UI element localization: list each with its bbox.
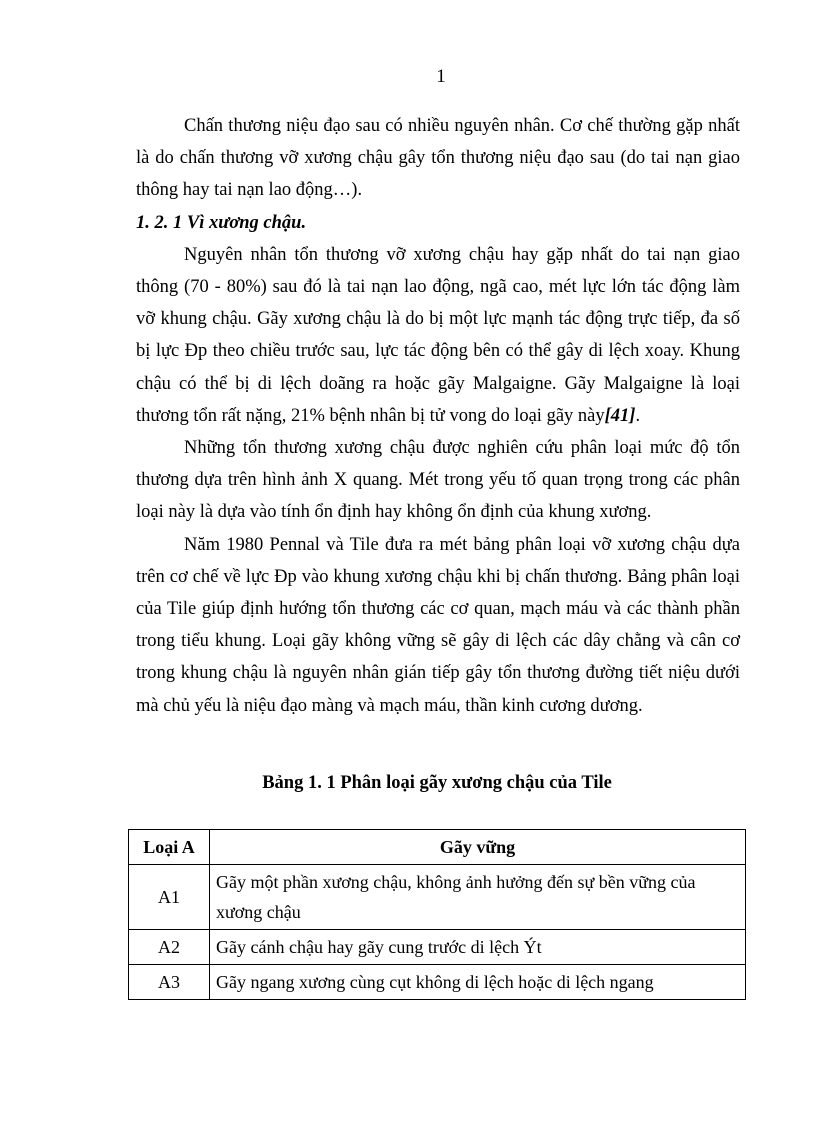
table-cell-code: A3 [129, 965, 210, 1000]
table-cell-code: A2 [129, 930, 210, 965]
table-header-description: Gãy vững [210, 830, 746, 865]
table-cell-description: Gãy ngang xương cùng cụt không di lệch hoặc di lệch ngang [210, 965, 746, 1000]
paragraph-causes-text: Nguyên nhân tổn thương vỡ xương chậu hay gặp nhất do tai nạn giao thông (70 - 80%) sau đó là tai nạn lao động, ngã cao, mét lực lớn tác động làm vỡ khung chậu. Gãy xương chậu là do bị một lực mạnh tác động trực tiếp, đa số bị lực Đp theo chiều trước sau, lực tác động bên có thể gây di lệch xoay. Khung chậu có thể bị di lệch doãng ra hoặc gãy Malgaigne. Gãy Malgaigne là loại thương tổn rất nặng, 21% bệnh nhân bị tử vong do loại gãy này [136, 244, 740, 426]
table-caption: Bảng 1. 1 Phân loại gãy xương chậu của Tile [262, 773, 612, 793]
table-header-row [129, 830, 746, 865]
table-cell-code: A1 [129, 865, 210, 930]
section-heading: 1. 2. 1 Vì xương chậu. [136, 212, 307, 233]
paragraph-causes [136, 239, 740, 432]
paragraph-intro: Chấn thương niệu đạo sau có nhiều nguyên nhân. Cơ chế thường gặp nhất là do chấn thương vỡ xương chậu gây tổn thương niệu đạo sau (do tai nạn giao thông hay tai nạn lao động…). [136, 116, 740, 201]
paragraph-classification: Những tổn thương xương chậu được nghiên cứu phân loại mức độ tổn thương dựa trên hình ảnh X quang. Mét trong yếu tố quan trọng trong các phân loại này là dựa vào tính ổn định hay không ổn định của khung xương. [136, 438, 740, 523]
body-text [136, 110, 740, 722]
table-row [129, 965, 746, 1000]
page-number: 1 [436, 66, 446, 87]
table-row [129, 865, 746, 930]
citation-trailing-period: . [635, 405, 641, 426]
table-row [129, 930, 746, 965]
citation-reference: [41] [604, 405, 636, 426]
paragraph-tile-history: Năm 1980 Pennal và Tile đưa ra mét bảng phân loại vỡ xương chậu dựa trên cơ chế về lực Đp vào khung xương chậu khi bị chấn thương. Bảng phân loại của Tile giúp định hướng tổn thương các cơ quan, mạch máu và các thành phần trong tiểu khung. Loại gãy không vững sẽ gây di lệch các dây chằng và cân cơ trong khung chậu là nguyên nhân gián tiếp gây tổn thương đường tiết niệu dưới mà chủ yếu là niệu đạo màng và mạch máu, thần kinh cương dương. [136, 534, 740, 716]
table-header-type: Loại A [129, 830, 210, 865]
table-cell-description: Gãy một phần xương chậu, không ảnh hưởng đến sự bền vững của xương chậu [210, 865, 746, 930]
tile-classification-table [128, 829, 746, 1000]
table-cell-description: Gãy cánh chậu hay gãy cung trước di lệch Ýt [210, 930, 746, 965]
